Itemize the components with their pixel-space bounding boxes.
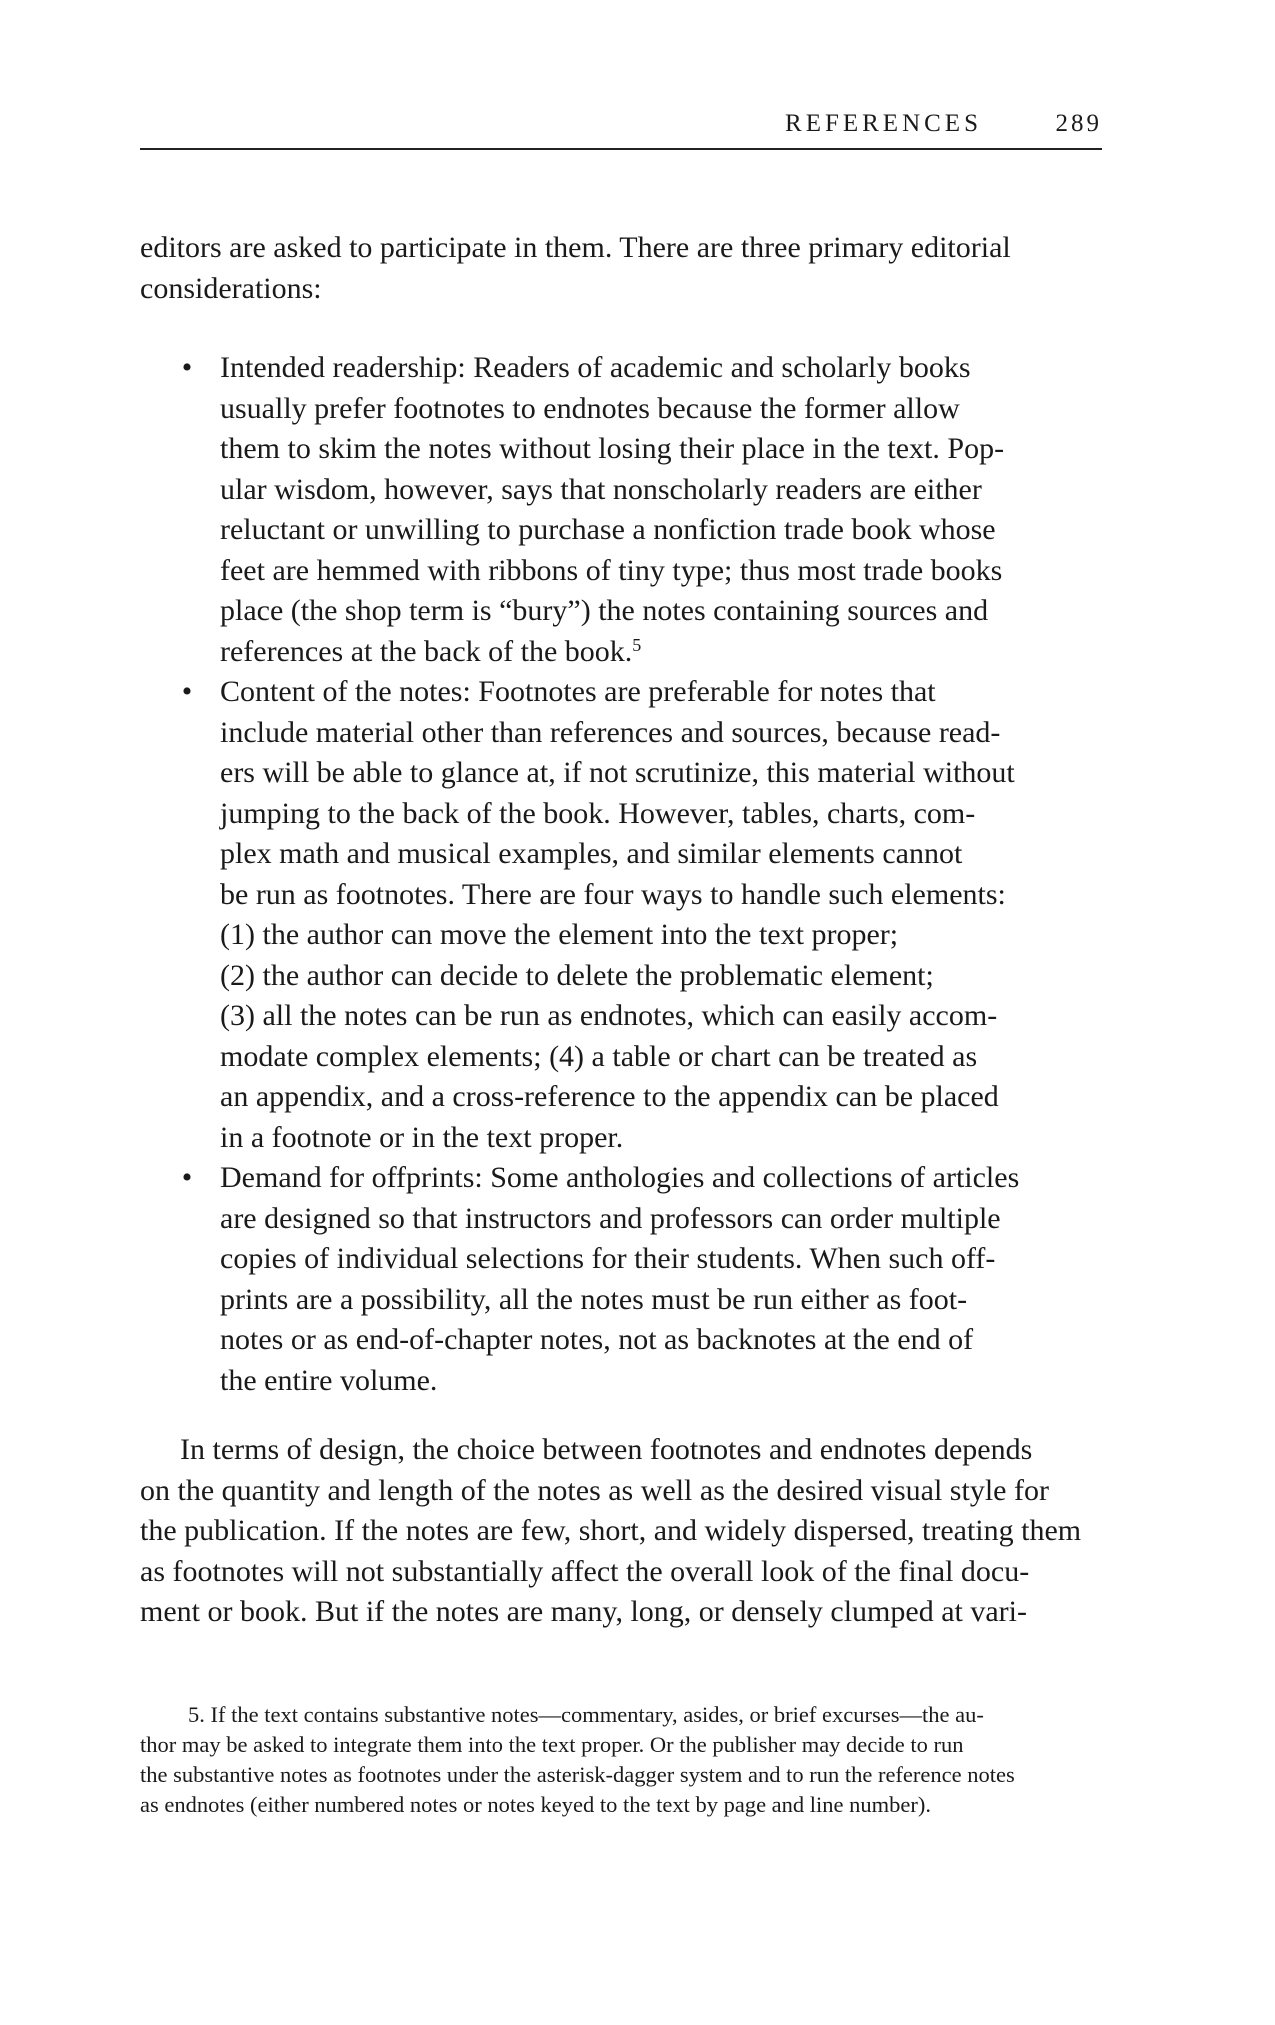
- lead-paragraph: [140, 228, 1102, 309]
- text-line: Content of the notes: Footnotes are preferable for notes that: [220, 675, 936, 708]
- footnote-line: as endnotes (either numbered notes or notes keyed to the text by page and line number).: [140, 1792, 932, 1817]
- bullet-icon: •: [181, 675, 193, 708]
- text-line: include material other than references and sources, because read-: [220, 715, 1001, 749]
- footnote-line: thor may be asked to integrate them into the text proper. Or the publisher may decide to run: [140, 1732, 964, 1757]
- text-line: ment or book. But if the notes are many, long, or densely clumped at vari-: [140, 1595, 1027, 1628]
- text-line: the entire volume.: [220, 1363, 438, 1397]
- text-line: [220, 632, 1102, 673]
- section-title: REFERENCES: [785, 110, 982, 137]
- text-line: Demand for offprints: Some anthologies and collections of articles: [220, 1161, 1020, 1194]
- text-line: editors are asked to participate in them. There are three primary editorial: [140, 231, 1011, 264]
- text-line: (2) the author can decide to delete the problematic element;: [220, 958, 934, 992]
- text-line: plex math and musical examples, and similar elements cannot: [220, 837, 963, 870]
- text-line: usually prefer footnotes to endnotes because the former allow: [220, 391, 960, 425]
- text-line: on the quantity and length of the notes as well as the desired visual style for: [140, 1473, 1049, 1507]
- text-fragment: references at the back of the book.: [220, 634, 633, 668]
- footnote-5: [140, 1700, 1102, 1820]
- list-item-content-of-notes: [140, 672, 1102, 1158]
- text-line: prints are a possibility, all the notes must be run either as foot-: [220, 1282, 968, 1316]
- text-line: feet are hemmed with ribbons of tiny type; thus most trade books: [220, 553, 1003, 587]
- bullet-icon: •: [181, 351, 193, 384]
- page-number: 289: [1055, 110, 1102, 137]
- text-line: Intended readership: Readers of academic and scholarly books: [220, 351, 971, 384]
- text-line: place (the shop term is “bury”) the notes containing sources and: [220, 594, 989, 627]
- text-line: ers will be able to glance at, if not scrutinize, this material without: [220, 756, 1015, 789]
- footnote-line: 5. If the text contains substantive notes—commentary, asides, or brief excurses—the au-: [188, 1702, 984, 1727]
- text-line: jumping to the back of the book. However, tables, charts, com-: [220, 796, 976, 830]
- text-line: are designed so that instructors and professors can order multiple: [220, 1201, 1001, 1235]
- text-line: modate complex elements; (4) a table or chart can be treated as: [220, 1039, 978, 1073]
- text-line: the publication. If the notes are few, short, and widely dispersed, treating them: [140, 1514, 1082, 1547]
- text-line: (3) all the notes can be run as endnotes, which can easily accom-: [220, 999, 998, 1032]
- text-line: in a footnote or in the text proper.: [220, 1120, 624, 1154]
- body-paragraph: [140, 1430, 1102, 1633]
- footnote-line: the substantive notes as footnotes under the asterisk-dagger system and to run the reference notes: [140, 1762, 1015, 1787]
- list-item-intended-readership: [140, 348, 1102, 672]
- bullet-icon: •: [181, 1161, 193, 1194]
- text-line: ular wisdom, however, says that nonscholarly readers are either: [220, 472, 982, 506]
- text-line: In terms of design, the choice between footnotes and endnotes depends: [180, 1433, 1033, 1466]
- text-line: an appendix, and a cross-reference to the appendix can be placed: [220, 1080, 999, 1113]
- text-line: considerations:: [140, 271, 322, 305]
- list-item-demand-for-offprints: [140, 1158, 1102, 1401]
- running-head: [140, 108, 1102, 150]
- text-line: be run as footnotes. There are four ways to handle such elements:: [220, 877, 1006, 911]
- footnote-reference: 5: [632, 634, 642, 655]
- text-line: them to skim the notes without losing their place in the text. Pop-: [220, 432, 1005, 465]
- text-line: reluctant or unwilling to purchase a nonfiction trade book whose: [220, 513, 996, 546]
- text-line: as footnotes will not substantially affect the overall look of the final docu-: [140, 1554, 1030, 1588]
- text-line: notes or as end-of-chapter notes, not as backnotes at the end of: [220, 1323, 974, 1356]
- text-line: (1) the author can move the element into the text proper;: [220, 918, 899, 951]
- text-line: copies of individual selections for their students. When such off-: [220, 1242, 996, 1275]
- considerations-list: [140, 348, 1102, 1401]
